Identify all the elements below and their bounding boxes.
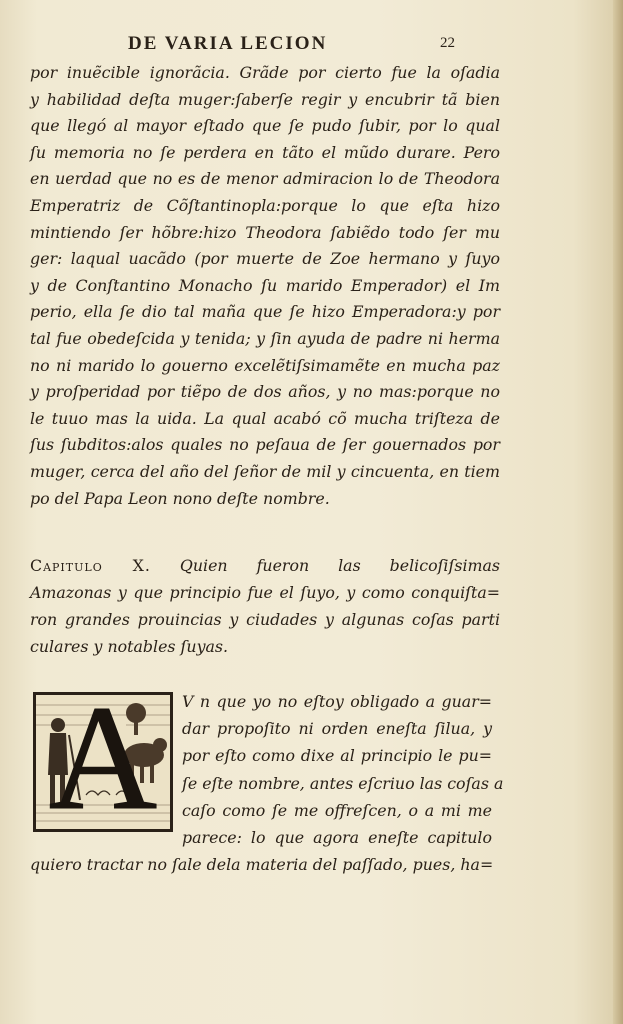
chapter-title-line: culares y notables ſuyas.: [30, 637, 229, 656]
chapter-title-line: ron grandes prouincias y ciudades y algunas coſas parti: [30, 610, 500, 629]
text-line: po del Papa Leon nono deſte nombre.: [30, 488, 330, 508]
text-line: ſe eſte nombre, antes eſcriuo las coſas a: [182, 773, 504, 793]
text-line: quiero tractar no ſale dela materia del paſſado, pues, ha=: [30, 855, 494, 874]
initial-letter: A: [48, 692, 158, 832]
text-line: no ni marido lo gouerno excelẽtiſsimamẽte en mucha paz: [30, 355, 500, 375]
chapter-label: Capitulo X.: [30, 556, 151, 575]
text-line: ger: laqual uacãdo (por muerte de Zoe hermano y ſuyo: [30, 249, 500, 269]
text-line: y proſperidad por tiẽpo de dos años, y no mas:porque no: [30, 382, 500, 402]
text-line: mintiendo ſer hõbre:hizo Theodora ſabiẽdo todo ſer mu: [30, 222, 500, 242]
text-line: que llegó al mayor eſtado que ſe pudo ſubir, por lo qual: [30, 116, 500, 136]
text-line: ſu memoria no ſe perdera en tãto el mũdo durare. Pero: [30, 142, 500, 162]
chapter-title-line: Amazonas y que principio fue el ſuyo, y como conquiſta=: [30, 583, 500, 602]
text-line: caſo como ſe me offreſcen, o a mi me: [182, 800, 492, 820]
text-line: en uerdad que no es de menor admiracion lo de Theodora: [30, 169, 500, 189]
text-line: y de Conſtantino Monacho ſu marido Emperador) el Im: [30, 275, 500, 295]
text-line: ſus ſubditos:alos quales no peſaua de ſer gouernados por: [30, 435, 500, 455]
text-line: por inuẽcible ignorãcia. Grãde por cierto fue la oſadia: [30, 63, 500, 82]
text-line: por eſto como dixe al principio le pu=: [182, 746, 492, 766]
main-paragraph: [30, 60, 500, 512]
woodcut-initial-icon: [33, 692, 173, 832]
text-line: muger, cerca del año del ſeñor de mil y cincuenta, en tiem: [30, 461, 500, 481]
text-line: perio, ella ſe dio tal maña que ſe hizo Emperadora:y por: [30, 302, 500, 322]
text-line: Emperatriz de Cõſtantinopla:porque lo que eſta hizo: [30, 195, 500, 215]
page-number: 22: [440, 35, 455, 51]
chapter-heading: [30, 552, 500, 660]
text-line: tal fue obedeſcida y tenida; y ſin ayuda de padre ni herma: [30, 328, 500, 348]
running-title: DE VARIA LECION: [128, 33, 328, 54]
chapter-title-line: Quien fueron las belicoſiſsimas: [179, 556, 500, 575]
paragraph-continuation: [30, 851, 492, 878]
page-header: [0, 33, 623, 61]
paragraph-beside-initial: [182, 688, 504, 851]
text-line: V n que yo no eſtoy obligado a guar=: [182, 692, 492, 711]
text-line: y habilidad deſta muger:ſaberſe regir y encubrir tã bien: [30, 89, 500, 109]
text-line: dar propoſito ni orden eneſta ſilua, y: [182, 719, 492, 739]
page-edge: [613, 0, 623, 1024]
text-line: parece: lo que agora eneſte capitulo: [182, 828, 492, 848]
text-line: le tuuo mas la uida. La qual acabó cõ mucha triſteza de: [30, 408, 500, 428]
